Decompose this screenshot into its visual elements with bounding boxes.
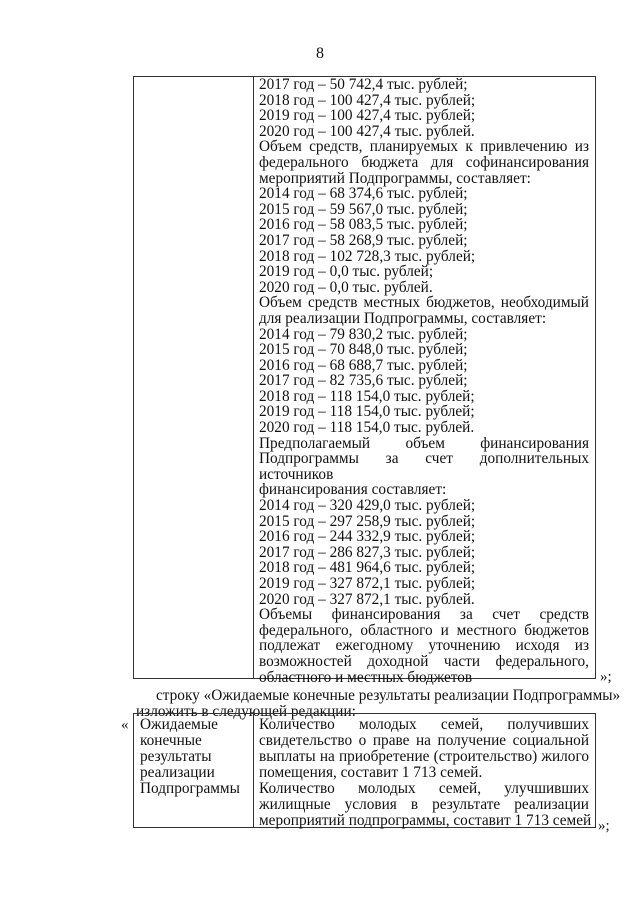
- table-column-divider: [253, 77, 254, 678]
- text-line: Объем средств, планируемых к привлечению из: [259, 138, 589, 156]
- text-line: 2019 год – 118 154,0 тыс. рублей;: [259, 403, 475, 421]
- text-line: жилищные условия в результате реализации: [259, 796, 589, 813]
- text-line: финансирования составляет:: [259, 481, 447, 499]
- text-line: 2015 год – 297 258,9 тыс. рублей;: [259, 512, 476, 530]
- text-line: подлежат ежегодному уточнению исходя из: [259, 637, 589, 655]
- text-line: 2020 год – 327 872,1 тыс. рублей.: [259, 590, 475, 608]
- text-line: Количество молодых семей, улучшивших: [259, 780, 589, 797]
- text-line: Подпрограммы за счет дополнительных источников: [259, 450, 589, 483]
- text-line: 2016 год – 68 688,7 тыс. рублей;: [259, 356, 468, 374]
- text-line: федерального, областного и местного бюджетов: [259, 621, 589, 639]
- table-column-divider: [253, 714, 254, 827]
- text-line: 2017 год – 50 742,4 тыс. рублей;: [259, 76, 468, 93]
- text-line: 2017 год – 58 268,9 тыс. рублей;: [259, 231, 468, 249]
- text-line: свидетельство о праве на получение социальной: [259, 732, 589, 749]
- label-line: реализации: [140, 764, 215, 781]
- opening-quote: «: [121, 717, 129, 733]
- text-line: 2020 год – 0,0 тыс. рублей.: [259, 278, 433, 296]
- label-line: результаты: [140, 748, 212, 765]
- text-line: 2014 год – 79 830,2 тыс. рублей;: [259, 325, 468, 343]
- text-line: 2016 год – 244 332,9 тыс. рублей;: [259, 528, 476, 546]
- text-line: 2019 год – 100 427,4 тыс. рублей;: [259, 107, 476, 125]
- text-line: 2019 год – 0,0 тыс. рублей;: [259, 263, 434, 281]
- closing-quote: »;: [600, 669, 612, 685]
- text-line: федерального бюджета для софинансирования: [259, 153, 589, 171]
- text-line: 2014 год – 68 374,6 тыс. рублей;: [259, 185, 468, 203]
- text-line: областного и местных бюджетов: [259, 668, 473, 686]
- text-line: 2020 год – 118 154,0 тыс. рублей.: [259, 419, 475, 437]
- text-line: возможностей доходной части федерального,: [259, 652, 589, 670]
- closing-quote: »;: [598, 818, 610, 834]
- results-text-cell: [259, 716, 592, 829]
- text-line: для реализации Подпрограммы, составляет:: [259, 309, 547, 327]
- financing-text-cell: [259, 77, 589, 685]
- text-line: мероприятий подпрограммы, составит 1 713 семей: [259, 812, 592, 829]
- text-line: 2014 год – 320 429,0 тыс. рублей;: [259, 497, 476, 515]
- text-line: 2015 год – 59 567,0 тыс. рублей;: [259, 200, 468, 218]
- text-line: помещения, составит 1 713 семей.: [259, 764, 483, 781]
- label-line: Подпрограммы: [140, 780, 240, 797]
- text-line: мероприятий Подпрограммы, составляет:: [259, 169, 531, 187]
- text-line: 2017 год – 82 735,6 тыс. рублей;: [259, 372, 468, 390]
- page-number: 8: [316, 45, 324, 62]
- text-line: выплаты на приобретение (строительство) жилого: [259, 748, 589, 765]
- text-line: 2019 год – 327 872,1 тыс. рублей;: [259, 575, 476, 592]
- text-line: Предполагаемый объем финансирования: [259, 434, 589, 452]
- paragraph-line: строку «Ожидаемые конечные результаты реализации Подпрограммы»: [156, 687, 621, 704]
- label-line: Ожидаемые: [140, 716, 218, 733]
- text-line: 2018 год – 118 154,0 тыс. рублей;: [259, 387, 475, 405]
- text-line: 2018 год – 481 964,6 тыс. рублей;: [259, 559, 476, 577]
- text-line: 2020 год – 100 427,4 тыс. рублей.: [259, 122, 475, 140]
- text-line: Количество молодых семей, получивших: [259, 716, 589, 733]
- financing-table: [133, 76, 596, 686]
- text-line: 2018 год – 100 427,4 тыс. рублей;: [259, 91, 476, 109]
- results-label-cell: [140, 717, 250, 797]
- paragraph-line: изложить в следующей редакции:: [136, 702, 356, 720]
- text-line: 2017 год – 286 827,3 тыс. рублей;: [259, 543, 476, 561]
- text-line: Объемы финансирования за счет средств: [259, 606, 589, 624]
- label-line: конечные: [140, 732, 202, 749]
- text-line: 2015 год – 70 848,0 тыс. рублей;: [259, 341, 468, 359]
- text-line: 2016 год – 58 083,5 тыс. рублей;: [259, 216, 468, 234]
- text-line: Объем средств местных бюджетов, необходимый: [259, 294, 589, 312]
- text-line: 2018 год – 102 728,3 тыс. рублей;: [259, 247, 476, 265]
- results-table: [133, 713, 596, 828]
